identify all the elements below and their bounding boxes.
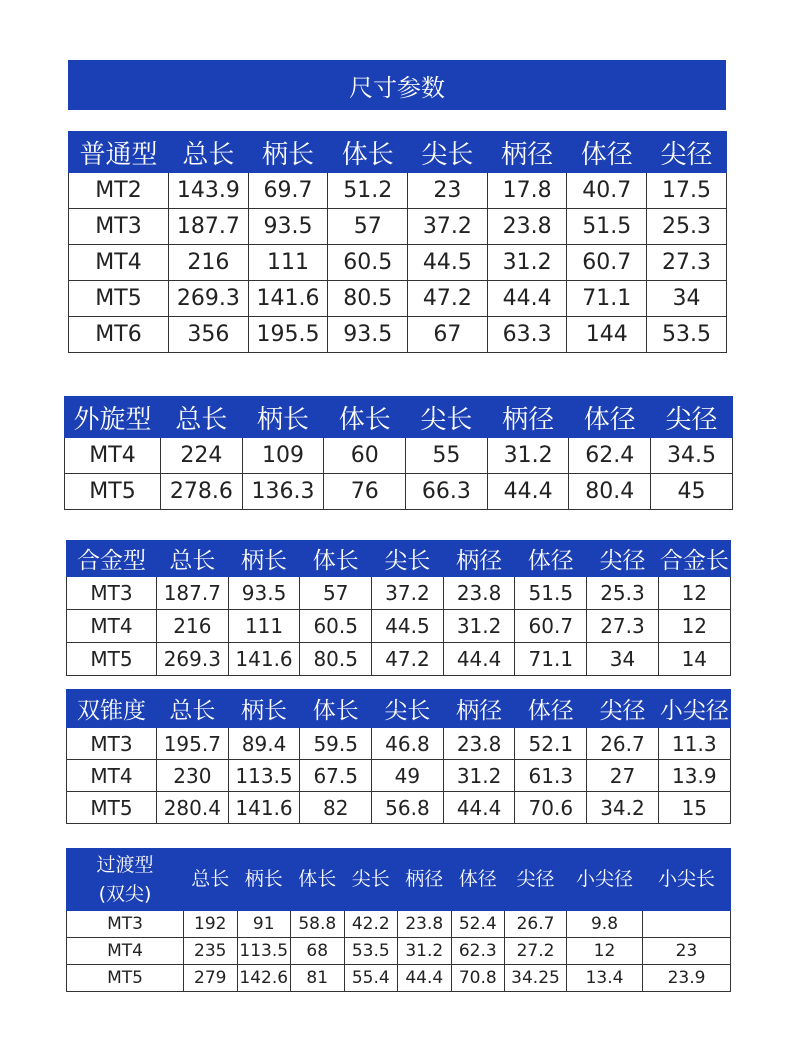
value-cell: 53.5 <box>647 317 727 353</box>
value-cell: 23 <box>643 938 731 965</box>
header-label: 总长 <box>191 868 230 891</box>
value-cell: 91 <box>237 911 291 938</box>
header-label: 柄长 <box>257 404 310 435</box>
header-label: 柄径 <box>456 548 503 574</box>
table-row <box>67 792 731 824</box>
value-cell: 44.5 <box>408 245 488 281</box>
column-header <box>228 690 300 728</box>
value-cell: 280.4 <box>157 792 229 824</box>
column-header <box>647 132 727 173</box>
model-cell: MT4 <box>67 760 157 792</box>
header-label: 外旋型 <box>73 404 152 435</box>
value-cell: 144 <box>567 317 647 353</box>
value-cell: 109 <box>242 438 324 474</box>
column-header <box>328 132 408 173</box>
value-cell: 44.4 <box>443 643 515 676</box>
header-label: 尖径 <box>516 868 555 891</box>
column-header <box>567 849 643 911</box>
column-header <box>344 849 398 911</box>
table-row <box>67 577 731 610</box>
header-label: 尖长 <box>384 548 431 574</box>
value-cell: 25.3 <box>587 577 659 610</box>
value-cell: 13.4 <box>567 965 643 992</box>
value-cell: 187.7 <box>157 577 229 610</box>
value-cell: 81 <box>291 965 345 992</box>
header-label: 普通型 <box>79 139 158 170</box>
value-cell: 23.8 <box>443 577 515 610</box>
value-cell: 60.7 <box>515 610 587 643</box>
value-cell: 61.3 <box>515 760 587 792</box>
value-cell: 93.5 <box>328 317 408 353</box>
value-cell: 216 <box>169 245 249 281</box>
value-cell: 27 <box>587 760 659 792</box>
value-cell: 40.7 <box>567 173 647 209</box>
type-header <box>67 690 157 728</box>
value-cell: 17.5 <box>647 173 727 209</box>
header-label: 过渡型 <box>96 854 154 876</box>
value-cell: 68 <box>291 938 345 965</box>
value-cell: 80.5 <box>300 643 372 676</box>
model-cell: MT4 <box>69 245 169 281</box>
column-header <box>228 541 300 577</box>
value-cell: 44.4 <box>487 474 569 510</box>
table-row <box>67 965 731 992</box>
value-cell: 113.5 <box>228 760 300 792</box>
value-cell: 224 <box>161 438 243 474</box>
header-label: 总长 <box>182 139 235 170</box>
header-label: 小尖径 <box>659 698 729 724</box>
value-cell: 71.1 <box>567 281 647 317</box>
header-sublabel: (双尖) <box>98 882 152 905</box>
header-label: 小尖径 <box>575 868 633 891</box>
value-cell: 60.7 <box>567 245 647 281</box>
value-cell: 143.9 <box>169 173 249 209</box>
value-cell: 111 <box>228 610 300 643</box>
header-row <box>65 397 733 438</box>
value-cell: 42.2 <box>344 911 398 938</box>
column-header <box>372 690 444 728</box>
column-header <box>291 849 345 911</box>
value-cell: 111 <box>248 245 328 281</box>
model-cell: MT4 <box>65 438 161 474</box>
model-cell: MT4 <box>67 610 157 643</box>
value-cell: 26.7 <box>587 728 659 760</box>
model-cell: MT3 <box>69 209 169 245</box>
header-label: 小尖长 <box>657 868 715 891</box>
header-label: 尖长 <box>351 868 390 891</box>
header-label: 柄径 <box>501 139 554 170</box>
header-label: 双锥度 <box>77 698 146 724</box>
column-header <box>157 541 229 577</box>
value-cell: 51.2 <box>328 173 408 209</box>
value-cell: 23 <box>408 173 488 209</box>
value-cell: 67.5 <box>300 760 372 792</box>
column-header <box>184 849 238 911</box>
value-cell: 25.3 <box>647 209 727 245</box>
value-cell: 192 <box>184 911 238 938</box>
value-cell: 31.2 <box>443 760 515 792</box>
column-header <box>443 690 515 728</box>
header-label: 尖径 <box>599 698 646 724</box>
model-cell: MT3 <box>67 728 157 760</box>
value-cell: 71.1 <box>515 643 587 676</box>
table-row <box>65 438 733 474</box>
header-label: 尖长 <box>384 698 431 724</box>
column-header <box>406 397 488 438</box>
value-cell: 44.4 <box>487 281 567 317</box>
column-header <box>372 541 444 577</box>
model-cell: MT6 <box>69 317 169 353</box>
header-label: 柄长 <box>241 548 288 574</box>
value-cell: 60 <box>324 438 406 474</box>
value-cell: 44.5 <box>372 610 444 643</box>
model-cell: MT5 <box>67 792 157 824</box>
header-label: 体径 <box>527 698 574 724</box>
header-label: 尖径 <box>660 139 713 170</box>
value-cell: 17.8 <box>487 173 567 209</box>
value-cell: 34.5 <box>651 438 733 474</box>
value-cell: 58.8 <box>291 911 345 938</box>
value-cell: 55 <box>406 438 488 474</box>
value-cell <box>643 911 731 938</box>
value-cell: 23.8 <box>443 728 515 760</box>
header-label: 体长 <box>312 698 359 724</box>
column-header <box>300 541 372 577</box>
value-cell: 70.6 <box>515 792 587 824</box>
value-cell: 187.7 <box>169 209 249 245</box>
column-header <box>169 132 249 173</box>
column-header <box>587 541 659 577</box>
header-label: 柄径 <box>456 698 503 724</box>
value-cell: 57 <box>328 209 408 245</box>
value-cell: 23.8 <box>487 209 567 245</box>
value-cell: 52.4 <box>451 911 505 938</box>
model-cell: MT5 <box>67 643 157 676</box>
column-header <box>487 397 569 438</box>
model-cell: MT5 <box>65 474 161 510</box>
header-label: 柄长 <box>244 868 283 891</box>
column-header <box>237 849 291 911</box>
header-label: 总长 <box>175 404 228 435</box>
value-cell: 356 <box>169 317 249 353</box>
value-cell: 26.7 <box>505 911 567 938</box>
table-row <box>69 209 727 245</box>
table-row <box>67 728 731 760</box>
value-cell: 27.3 <box>587 610 659 643</box>
value-cell: 66.3 <box>406 474 488 510</box>
value-cell: 80.4 <box>569 474 651 510</box>
type-header <box>67 541 157 577</box>
column-header <box>505 849 567 911</box>
column-header <box>324 397 406 438</box>
value-cell: 93.5 <box>248 209 328 245</box>
value-cell: 93.5 <box>228 577 300 610</box>
value-cell: 142.6 <box>237 965 291 992</box>
column-header <box>157 690 229 728</box>
value-cell: 31.2 <box>443 610 515 643</box>
value-cell: 11.3 <box>658 728 730 760</box>
column-header <box>658 541 730 577</box>
model-cell: MT5 <box>69 281 169 317</box>
alloy-type-table <box>66 540 731 676</box>
header-label: 体径 <box>458 868 497 891</box>
value-cell: 45 <box>651 474 733 510</box>
transition-type-table <box>66 848 731 992</box>
column-header <box>443 541 515 577</box>
value-cell: 141.6 <box>228 643 300 676</box>
header-label: 体径 <box>583 404 636 435</box>
value-cell: 9.8 <box>567 911 643 938</box>
table-row <box>65 474 733 510</box>
value-cell: 31.2 <box>487 245 567 281</box>
value-cell: 195.7 <box>157 728 229 760</box>
header-label: 体长 <box>298 868 337 891</box>
value-cell: 47.2 <box>408 281 488 317</box>
column-header <box>487 132 567 173</box>
header-label: 尖长 <box>420 404 473 435</box>
header-label: 尖径 <box>665 404 718 435</box>
value-cell: 55.4 <box>344 965 398 992</box>
column-header <box>569 397 651 438</box>
header-row <box>69 132 727 173</box>
table-row <box>69 317 727 353</box>
value-cell: 34.2 <box>587 792 659 824</box>
value-cell: 269.3 <box>169 281 249 317</box>
value-cell: 235 <box>184 938 238 965</box>
table-row <box>69 281 727 317</box>
header-label: 合金型 <box>77 548 146 574</box>
column-header <box>300 690 372 728</box>
value-cell: 230 <box>157 760 229 792</box>
value-cell: 27.2 <box>505 938 567 965</box>
header-label: 体长 <box>312 548 359 574</box>
value-cell: 51.5 <box>515 577 587 610</box>
value-cell: 51.5 <box>567 209 647 245</box>
column-header <box>658 690 730 728</box>
column-header <box>587 690 659 728</box>
value-cell: 53.5 <box>344 938 398 965</box>
header-label: 总长 <box>169 698 216 724</box>
value-cell: 13.9 <box>658 760 730 792</box>
table-row <box>67 938 731 965</box>
value-cell: 44.4 <box>398 965 452 992</box>
header-label: 柄长 <box>262 139 315 170</box>
table-row <box>67 911 731 938</box>
value-cell: 12 <box>658 577 730 610</box>
value-cell: 76 <box>324 474 406 510</box>
section-title-banner <box>68 60 726 110</box>
value-cell: 44.4 <box>443 792 515 824</box>
value-cell: 216 <box>157 610 229 643</box>
value-cell: 12 <box>658 610 730 643</box>
value-cell: 59.5 <box>300 728 372 760</box>
value-cell: 63.3 <box>487 317 567 353</box>
value-cell: 60.5 <box>300 610 372 643</box>
column-header <box>515 541 587 577</box>
value-cell: 67 <box>408 317 488 353</box>
value-cell: 82 <box>300 792 372 824</box>
double-taper-table <box>66 689 731 824</box>
header-label: 体长 <box>341 139 394 170</box>
column-header <box>567 132 647 173</box>
header-label: 体径 <box>580 139 633 170</box>
value-cell: 34 <box>647 281 727 317</box>
value-cell: 113.5 <box>237 938 291 965</box>
value-cell: 14 <box>658 643 730 676</box>
value-cell: 37.2 <box>372 577 444 610</box>
table-row <box>67 760 731 792</box>
value-cell: 37.2 <box>408 209 488 245</box>
table-row <box>67 643 731 676</box>
value-cell: 56.8 <box>372 792 444 824</box>
model-cell: MT5 <box>67 965 184 992</box>
table-row <box>69 173 727 209</box>
type-header <box>67 849 184 911</box>
column-header <box>398 849 452 911</box>
value-cell: 34.25 <box>505 965 567 992</box>
value-cell: 12 <box>567 938 643 965</box>
value-cell: 52.1 <box>515 728 587 760</box>
value-cell: 47.2 <box>372 643 444 676</box>
header-label: 合金长 <box>659 548 729 574</box>
value-cell: 15 <box>658 792 730 824</box>
value-cell: 89.4 <box>228 728 300 760</box>
model-cell: MT3 <box>67 911 184 938</box>
header-label: 体长 <box>338 404 391 435</box>
header-label: 柄长 <box>241 698 288 724</box>
value-cell: 31.2 <box>487 438 569 474</box>
value-cell: 46.8 <box>372 728 444 760</box>
table-row <box>67 610 731 643</box>
value-cell: 60.5 <box>328 245 408 281</box>
model-cell: MT4 <box>67 938 184 965</box>
value-cell: 141.6 <box>228 792 300 824</box>
standard-type-table <box>68 131 727 353</box>
value-cell: 31.2 <box>398 938 452 965</box>
table-row <box>69 245 727 281</box>
model-cell: MT2 <box>69 173 169 209</box>
value-cell: 80.5 <box>328 281 408 317</box>
column-header <box>451 849 505 911</box>
column-header <box>242 397 324 438</box>
header-label: 尖长 <box>421 139 474 170</box>
type-header <box>69 132 169 173</box>
value-cell: 49 <box>372 760 444 792</box>
column-header <box>643 849 731 911</box>
value-cell: 23.8 <box>398 911 452 938</box>
header-label: 体径 <box>527 548 574 574</box>
value-cell: 62.4 <box>569 438 651 474</box>
value-cell: 195.5 <box>248 317 328 353</box>
value-cell: 269.3 <box>157 643 229 676</box>
column-header <box>651 397 733 438</box>
external-spiral-type-table <box>64 396 733 510</box>
value-cell: 69.7 <box>248 173 328 209</box>
value-cell: 34 <box>587 643 659 676</box>
header-label: 柄径 <box>502 404 555 435</box>
header-label: 柄径 <box>405 868 444 891</box>
value-cell: 279 <box>184 965 238 992</box>
header-label: 尖径 <box>599 548 646 574</box>
value-cell: 23.9 <box>643 965 731 992</box>
column-header <box>161 397 243 438</box>
value-cell: 27.3 <box>647 245 727 281</box>
column-header <box>248 132 328 173</box>
value-cell: 62.3 <box>451 938 505 965</box>
value-cell: 57 <box>300 577 372 610</box>
value-cell: 70.8 <box>451 965 505 992</box>
header-row <box>67 541 731 577</box>
column-header <box>515 690 587 728</box>
value-cell: 136.3 <box>242 474 324 510</box>
model-cell: MT3 <box>67 577 157 610</box>
header-row <box>67 849 731 911</box>
value-cell: 141.6 <box>248 281 328 317</box>
section-title: 尺寸参数 <box>349 73 445 102</box>
header-label: 总长 <box>169 548 216 574</box>
header-row <box>67 690 731 728</box>
column-header <box>408 132 488 173</box>
value-cell: 278.6 <box>161 474 243 510</box>
type-header <box>65 397 161 438</box>
